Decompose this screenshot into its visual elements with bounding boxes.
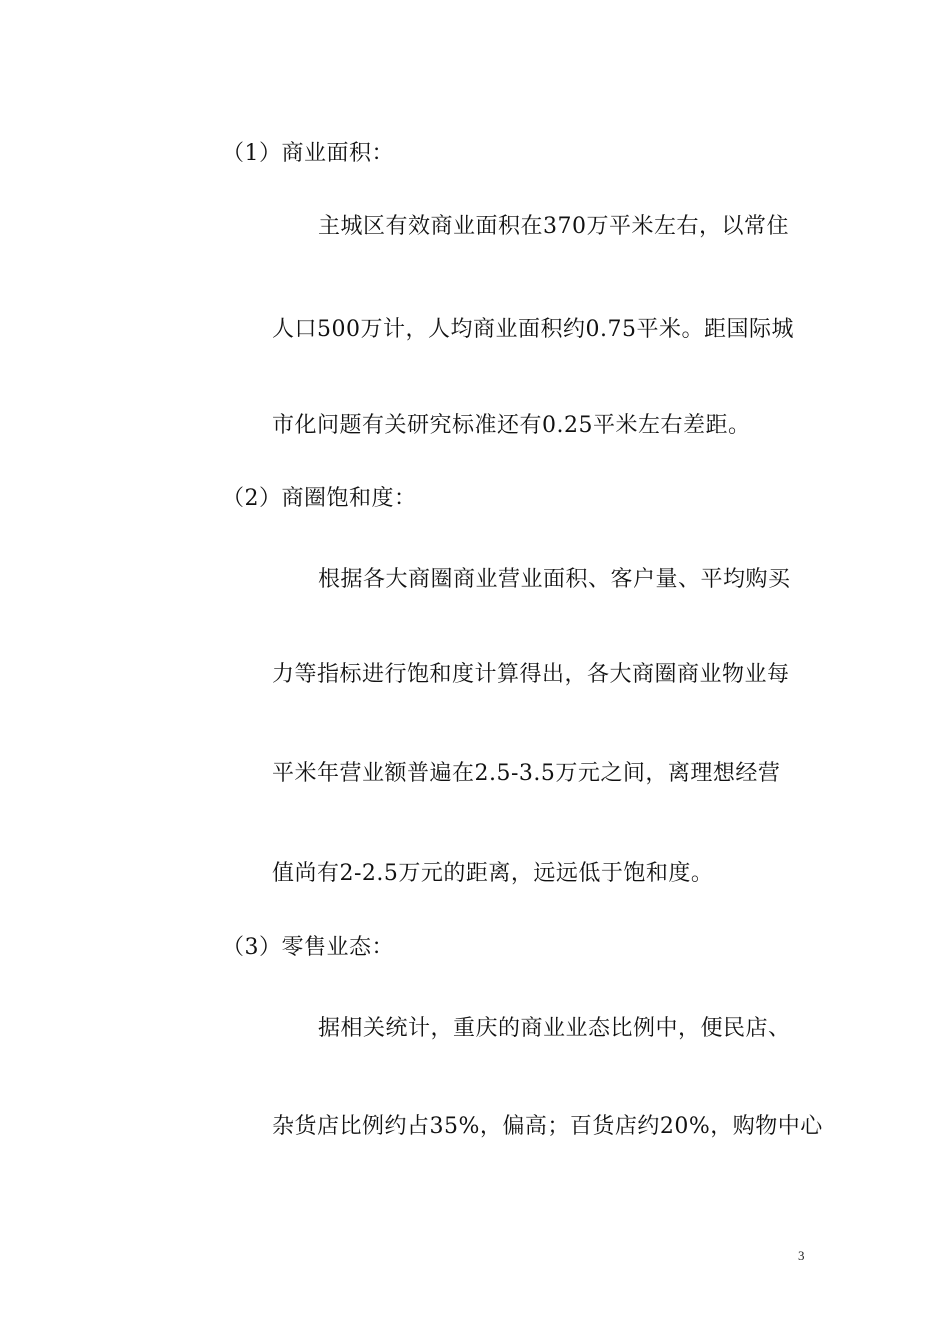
paragraph-line: 据相关统计，重庆的商业业态比例中，便民店、 bbox=[318, 1016, 791, 1041]
paragraph-line: 杂货店比例约占35%，偏高；百货店约20%，购物中心 bbox=[272, 1114, 823, 1139]
paragraph-line: 力等指标进行饱和度计算得出，各大商圈商业物业每 bbox=[272, 662, 790, 687]
paragraph-line: 人口500万计，人均商业面积约0.75平米。距国际城 bbox=[272, 317, 794, 342]
paragraph-line: 值尚有2-2.5万元的距离，远远低于饱和度。 bbox=[272, 861, 714, 886]
section-heading-retail-format: （3）零售业态： bbox=[222, 935, 394, 960]
paragraph-line: 市化问题有关研究标准还有0.25平米左右差距。 bbox=[272, 413, 751, 438]
section-heading-saturation: （2）商圈饱和度： bbox=[222, 486, 417, 511]
paragraph-line: 主城区有效商业面积在370万平米左右，以常住 bbox=[318, 214, 789, 239]
paragraph-line: 平米年营业额普遍在2.5-3.5万元之间，离理想经营 bbox=[272, 761, 781, 786]
section-heading-commercial-area: （1）商业面积： bbox=[222, 141, 394, 166]
paragraph-line: 根据各大商圈商业营业面积、客户量、平均购买 bbox=[318, 567, 791, 592]
page-number: 3 bbox=[798, 1248, 805, 1263]
